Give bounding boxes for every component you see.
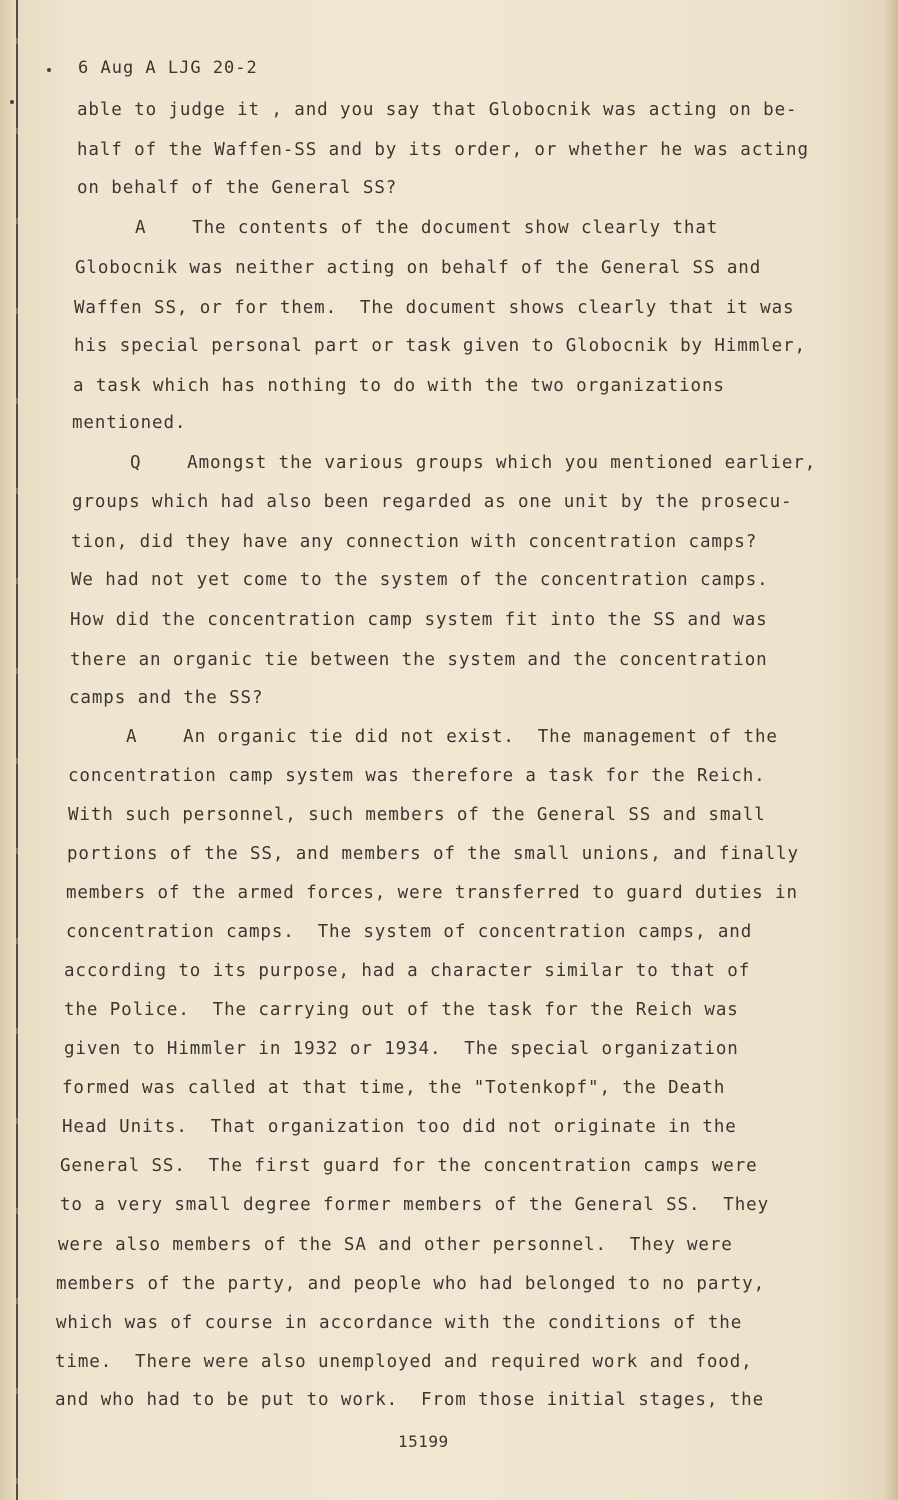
text-line: Q Amongst the various groups which you mentioned earlier,	[130, 453, 817, 473]
text-line: there an organic tie between the system and the concentration	[70, 650, 768, 670]
text-line: time. There were also unemployed and required work and food,	[55, 1352, 753, 1372]
text-line: his special personal part or task given to Globocnik by Himmler,	[74, 336, 806, 356]
text-line: Waffen SS, or for them. The document shows clearly that it was	[74, 298, 795, 318]
margin-mark	[47, 68, 51, 72]
text-line: to a very small degree former members of the General SS. They	[60, 1195, 770, 1215]
text-line: members of the armed forces, were transferred to guard duties in	[66, 883, 798, 903]
document-header: 6 Aug A LJG 20-2	[78, 58, 258, 78]
text-line: which was of course in accordance with the conditions of the	[56, 1313, 743, 1333]
text-line: We had not yet come to the system of the concentration camps.	[71, 570, 769, 590]
text-line: able to judge it , and you say that Globocnik was acting on be-	[77, 100, 798, 120]
text-line: were also members of the SA and other personnel. They were	[58, 1235, 733, 1255]
text-line: A The contents of the document show clearly that	[135, 218, 719, 238]
text-line: tion, did they have any connection with concentration camps?	[71, 532, 758, 552]
text-line: according to its purpose, had a character similar to that of	[64, 961, 751, 981]
page-number: 15199	[398, 1432, 449, 1451]
text-line: Head Units. That organization too did not originate in the	[62, 1117, 737, 1137]
text-line: given to Himmler in 1932 or 1934. The special organization	[64, 1039, 739, 1059]
text-line: members of the party, and people who had belonged to no party,	[56, 1274, 766, 1294]
text-line: a task which has nothing to do with the two organizations	[73, 376, 725, 396]
margin-mark	[10, 100, 14, 104]
text-line: on behalf of the General SS?	[77, 178, 398, 198]
text-line: How did the concentration camp system fit into the SS and was	[70, 610, 768, 630]
text-line: concentration camps. The system of concentration camps, and	[66, 922, 753, 942]
binding-spine-line	[16, 0, 18, 1500]
text-line: mentioned.	[72, 413, 187, 433]
text-line: the Police. The carrying out of the task for the Reich was	[64, 1000, 739, 1020]
text-line: portions of the SS, and members of the small unions, and finally	[67, 844, 799, 864]
text-line: concentration camp system was therefore a task for the Reich.	[68, 766, 766, 786]
text-line: half of the Waffen-SS and by its order, or whether he was acting	[77, 140, 809, 160]
page-right-edge	[884, 0, 898, 1500]
binding-edge	[0, 0, 26, 1500]
text-line: General SS. The first guard for the concentration camps were	[60, 1156, 758, 1176]
text-line: groups which had also been regarded as one unit by the prosecu-	[72, 492, 793, 512]
text-line: A An organic tie did not exist. The management of the	[126, 727, 778, 747]
text-line: camps and the SS?	[69, 688, 264, 708]
text-line: and who had to be put to work. From those initial stages, the	[55, 1390, 765, 1410]
text-line: formed was called at that time, the "Totenkopf", the Death	[62, 1078, 726, 1098]
text-line: Globocnik was neither acting on behalf of the General SS and	[75, 258, 762, 278]
text-line: With such personnel, such members of the General SS and small	[68, 805, 766, 825]
